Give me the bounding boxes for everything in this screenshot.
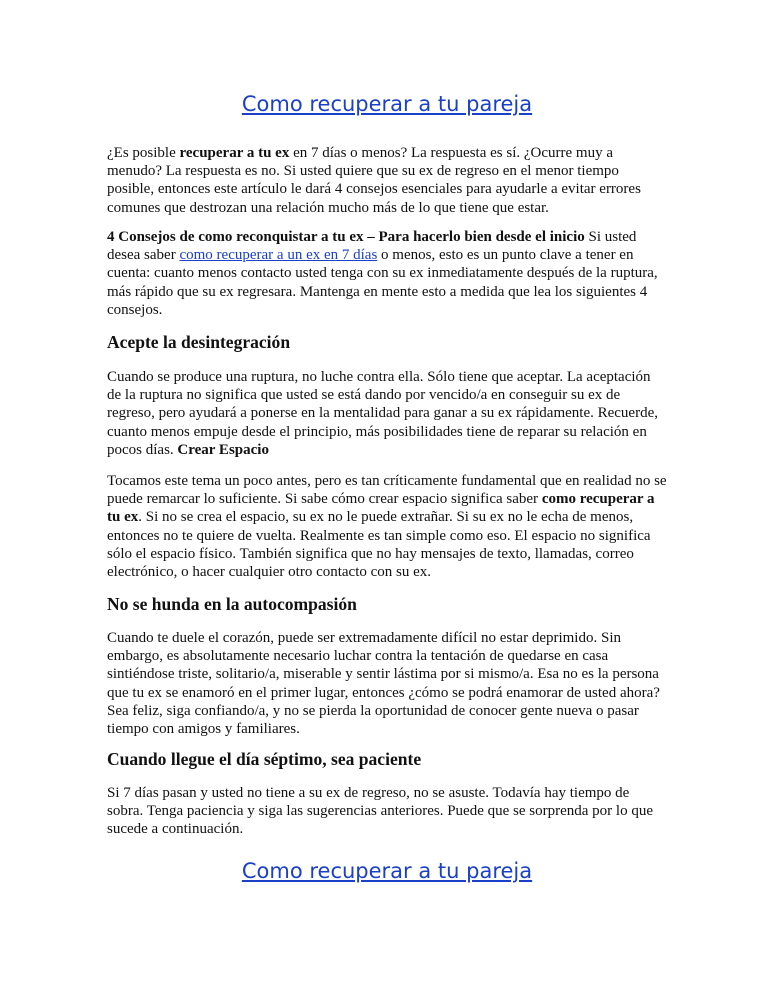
intro-bold-keyword: recuperar a tu ex: [179, 145, 290, 161]
tips-paragraph: [107, 228, 667, 319]
space-text-c: . Si no se crea el espacio, su ex no le puede extrañar. Si su ex no le echa de menos, entonces no te quiere de vuelta. Realmente es tan simple como eso. El espacio no significa sólo el espacio físico. También significa que no hay mensajes de texto, llamadas, correo electrónico, o hacer cualquier otro contacto con su ex.: [107, 509, 651, 581]
recover-ex-link[interactable]: como recuperar a un ex en 7 días: [179, 247, 378, 264]
accept-text: Cuando se produce una ruptura, no luche contra ella. Sólo tiene que aceptar. La aceptación de la ruptura no significa que usted se está dando por vencido/a en conseguir su ex de regreso, pero ayudará a ponerse en la mentalidad para ganar a su ex rápidamente. Recuerde, cuanto menos empuje desde el principio, más posibilidades tiene de reparar su relación en pocos días.: [107, 369, 658, 458]
day-seven-paragraph: Si 7 días pasan y usted no tiene a su ex de regreso, no se asuste. Todavía hay tiempo de sobra. Tenga paciencia y siga las sugerencias anteriores. Puede que se sorprenda por lo que sucede a continuación.: [107, 785, 653, 838]
tips-bold-heading: 4 Consejos de como reconquistar a tu ex – Para hacerlo bien desde el inicio: [107, 229, 585, 245]
space-paragraph: [107, 472, 667, 581]
heading-accept: Acepte la desintegración: [107, 332, 291, 352]
page-title-link-bottom[interactable]: Como recuperar a tu pareja: [241, 859, 533, 883]
tips-text-a: Si usted desea saber: [107, 229, 637, 264]
self-pity-paragraph: Cuando te duele el corazón, puede ser extremadamente difícil no estar deprimido. Sin embargo, es absolutamente necesario luchar contra la tentación de quedarse en casa sintiéndose triste, solitario/a, miserable y sentir lástima por si mismo/a. Esa no es la persona que tu ex se enamoró en el primer lugar, entonces ¿cómo se podrá enamorar de usted ahora? Sea feliz, siga confiando/a, y no se pierda la oportunidad de conocer gente nueva o pasar tiempo con amigos y familiares.: [107, 630, 660, 738]
intro-text-a: ¿Es posible: [107, 145, 180, 161]
accept-paragraph: [107, 368, 667, 459]
intro-text-c: en 7 días o menos? La respuesta es sí. ¿Ocurre muy a menudo? La respuesta es no. Si usted quiere que su ex de regreso en el menor tiempo posible, entonces este artículo le dará 4 consejos esenciales para ayudarle a evitar errores comunes que destrozan una relación mucho más de lo que tiene que estar.: [107, 145, 641, 216]
space-text-a: Tocamos este tema un poco antes, pero es tan críticamente fundamental que en realidad no se puede remarcar lo suficiente. Si sabe cómo crear espacio significa saber: [107, 473, 667, 508]
heading-day-seven: Cuando llegue el día séptimo, sea paciente: [107, 749, 422, 769]
heading-self-pity: No se hunda en la autocompasión: [107, 594, 357, 614]
tips-text-c: o menos, esto es un punto clave a tener en cuenta: cuanto menos contacto usted tenga con su ex inmediatamente después de la ruptura, más rápido que su ex regresara. Mantenga en mente esto a medida que lea los siguientes 4 consejos.: [107, 247, 658, 318]
space-bold-keyword: como recuperar a tu ex: [107, 491, 655, 526]
intro-paragraph: [107, 144, 667, 217]
page-title-link[interactable]: Como recuperar a tu pareja: [241, 92, 533, 116]
create-space-heading: Crear Espacio: [177, 441, 269, 458]
